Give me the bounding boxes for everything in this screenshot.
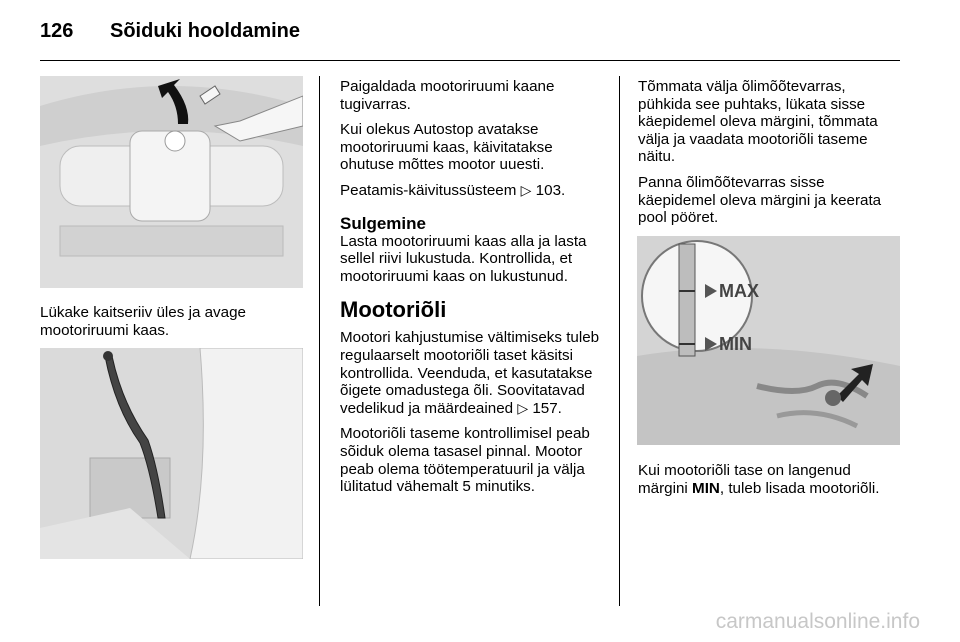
dipstick-illustration <box>637 236 900 445</box>
closing-instruction: Lasta mootoriruumi kaas alla ja lasta sellel riivi lukustuda. Kontrollida, et mootoriruumi kaas on lukustunud. <box>340 232 587 285</box>
column-3-text-bottom <box>638 462 900 505</box>
stop-start-label: Peatamis-käivitussüsteem <box>340 181 517 199</box>
page-number: 126 <box>40 20 74 42</box>
engine-oil-check-conditions: Mootoriõli taseme kontrollimisel peab sõiduk olema tasasel pinnal. Mootor peab olema töötemperatuuril ja välja lülitatud vähemalt 5 minutiks. <box>340 425 590 496</box>
oil-min-note-after: , tuleb lisada mootoriõli. <box>719 479 880 497</box>
stop-start-reference <box>340 182 602 200</box>
engine-oil-check-intro <box>340 329 602 417</box>
hood-release-illustration <box>40 76 303 288</box>
triangle-right-outline-icon: ▷ <box>520 181 532 198</box>
dipstick-instruction: Tõmmata välja õlimõõtevarras, pühkida see puhtaks, lükata sisse käepidemel oleva märgini, tõmmata välja ja vaadata mootoriõli taseme näitu. <box>638 78 878 166</box>
column-1-caption <box>40 304 303 347</box>
oil-min-note-before: Kui mootoriõli tase on langenud märgini <box>638 462 851 497</box>
fluids-page-ref[interactable]: 157. <box>532 399 562 417</box>
column-divider-2 <box>619 76 620 606</box>
closing-heading: Sulgemine <box>340 213 426 233</box>
header-rule <box>40 60 900 61</box>
column-divider-1 <box>319 76 320 606</box>
dipstick-reinsert-instruction: Panna õlimõõtevarras sisse käepidemel oleva märgini ja keerata pool pööret. <box>638 173 882 227</box>
dipstick-min-label: MIN <box>719 334 752 354</box>
oil-min-note <box>638 462 900 497</box>
support-rod-instruction: Paigaldada mootoriruumi kaane tugivarras. <box>340 78 555 113</box>
dipstick-max-label: MAX <box>719 281 759 301</box>
stop-start-page-ref[interactable]: 103. <box>535 181 566 199</box>
engine-oil-check-text: Mootori kahjustumise vältimiseks tuleb regulaarselt mootoriõli taset käsitsi kontrollida. Veenduda, et kasutatakse õigete omadustega õli. Soovitatavad vedelikud ja määrdeained <box>340 329 600 417</box>
engine-oil-heading: Mootoriõli <box>340 297 447 323</box>
watermark: carmanualsonline.info <box>715 610 920 633</box>
page-title: Sõiduki hooldamine <box>110 20 301 42</box>
column-3-text-top <box>638 78 900 235</box>
hood-support-rod-illustration <box>40 348 303 559</box>
oil-min-note-bold: MIN <box>692 479 720 497</box>
autostop-note: Kui olekus Autostop avatakse mootoriruumi kaas, käivitatakse ohutuse mõttes mootor uuesti. <box>340 121 553 174</box>
hood-release-caption: Lükake kaitseriiv üles ja avage mootoriruumi kaas. <box>40 304 246 339</box>
triangle-right-outline-icon: ▷ <box>517 399 529 416</box>
column-2-text <box>340 78 602 504</box>
